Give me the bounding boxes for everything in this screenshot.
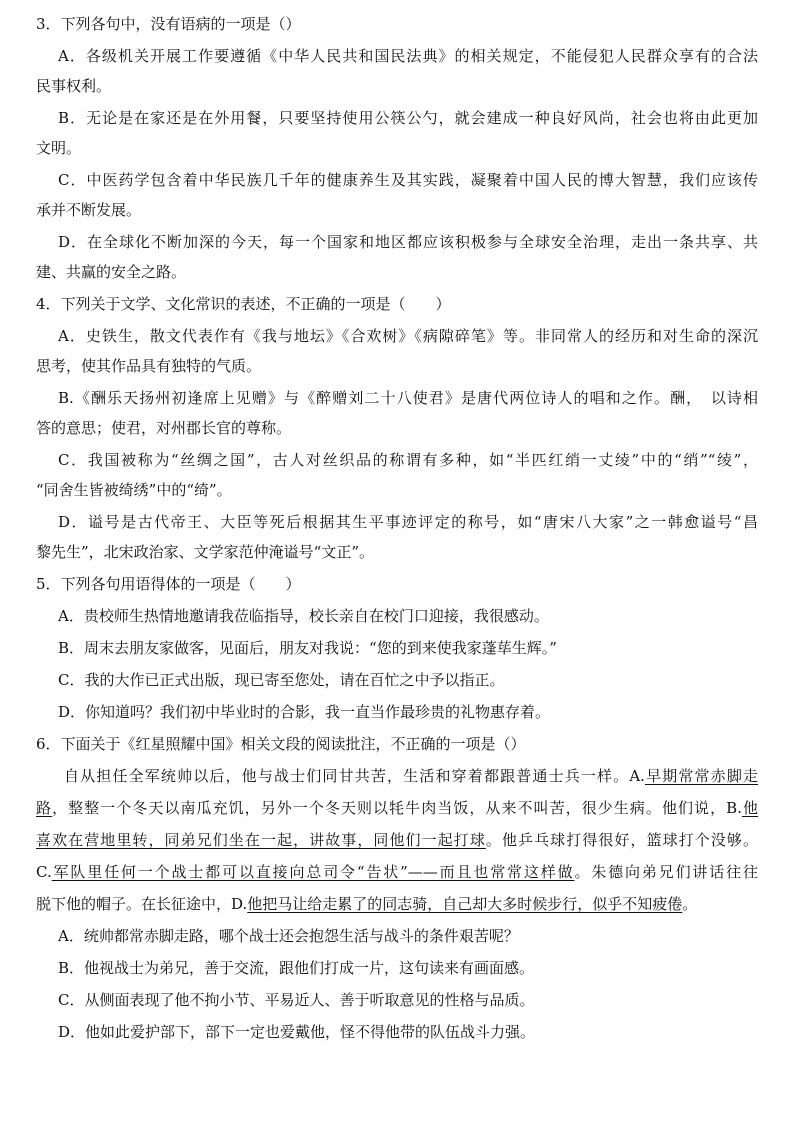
q4-option-d-line2: 黎先生”，北宋政治家、文学家范仲淹谥号“文正”。	[36, 543, 375, 561]
passage-text: ，整整一个冬天以南瓜充饥，另外一个冬天则以牦牛肉当饭，从来不叫苦，很少生病。他们说，B.	[52, 799, 742, 817]
q4-option-b-line2: 答的意思；使君，对州郡长官的尊称。	[36, 419, 292, 437]
passage-text: 。朱德向弟兄们讲话往往	[574, 863, 758, 881]
passage-text: C.	[36, 863, 52, 881]
q4-option-c-line1: C．我国被称为“丝绸之国”，古人对丝织品的称谓有多种，如“半匹红绡一丈绫”中的“绡”“绫”，	[58, 451, 758, 469]
q6-option-d: D．他如此爱护部下，部下一定也爱戴他，怪不得他带的队伍战斗力强。	[58, 1023, 536, 1041]
passage-text: 自从担任全军统帅以后，他与战士们同甘共苦，生活和穿着都跟普通士兵一样。A.	[64, 767, 645, 785]
passage-text: 。	[682, 895, 698, 913]
passage-line-5	[36, 894, 697, 914]
q4-option-d-line1: D．谥号是古代帝王、大臣等死后根据其生平事迹评定的称号，如“唐宋八大家”之一韩愈谥号“昌	[58, 513, 758, 531]
underlined-phrase-b: 他	[741, 799, 758, 817]
q6-option-a: A．统帅都常赤脚走路，哪个战士还会抱怨生活与战斗的条件艰苦呢？	[58, 927, 519, 945]
question-6-stem: 6．下面关于《红星照耀中国》相关文段的阅读批注，不正确的一项是（）	[36, 735, 526, 753]
passage-line-3	[36, 830, 758, 850]
passage-line-2	[36, 798, 758, 818]
q3-option-c-line1: C．中医药学包含着中华民族几千年的健康养生及其实践，凝聚着中国人民的博大智慧，我们应该传	[58, 171, 758, 189]
q4-option-a-line1: A．史铁生，散文代表作有《我与地坛》《合欢树》《病隙碎笔》等。非同常人的经历和对生命的深沉	[58, 327, 758, 345]
q4-option-c-line2: “同舍生皆被绮绣”中的“绮”。	[36, 481, 232, 499]
q4-option-a-line2: 思考，使其作品具有独特的气质。	[36, 357, 262, 375]
underlined-phrase-d: 他把马让给走累了的同志骑，自己却大多时候步行，似乎不知疲倦	[247, 895, 683, 913]
q3-option-c-line2: 承并不断发展。	[36, 201, 142, 219]
question-5-stem: 5．下列各句用语得体的一项是（ ）	[36, 575, 301, 593]
q5-option-a: A．贵校师生热情地邀请我莅临指导，校长亲自在校门口迎接，我很感动。	[58, 607, 549, 625]
q3-option-d-line2: 建、共赢的安全之路。	[36, 263, 187, 281]
q3-option-a-line1: A．各级机关开展工作要遵循《中华人民共和国民法典》的相关规定，不能侵犯人民群众享有的合法	[58, 47, 758, 65]
q5-option-d: D．你知道吗？我们初中毕业时的合影，我一直当作最珍贵的礼物惠存着。	[58, 703, 551, 721]
q6-option-b: B．他视战士为弟兄，善于交流，跟他们打成一片，这句读来有画面感。	[58, 959, 535, 977]
q3-option-d-line1: D．在全球化不断加深的今天，每一个国家和地区都应该积极参与全球安全治理，走出一条共享、共	[58, 233, 758, 251]
q3-option-b-line1: B．无论是在家还是在外用餐，只要坚持使用公筷公勺，就会建成一种良好风尚，社会也将由此更加	[58, 109, 758, 127]
underlined-phrase-c: 军队里任何一个战士都可以直接向总司令“告状”——而且也常常这样做	[51, 863, 575, 881]
q5-option-b: B．周末去朋友家做客，见面后，朋友对我说：“您的到来使我家蓬荜生辉。”	[58, 639, 557, 657]
passage-line-4	[36, 862, 758, 882]
q4-option-b-line1: B.《酬乐天扬州初逢席上见赠》与《醉赠刘二十八使君》是唐代两位诗人的唱和之作。酬， 以诗相	[58, 389, 758, 407]
question-3-stem: 3．下列各句中，没有语病的一项是（）	[36, 15, 301, 33]
underlined-phrase-b-cont: 喜欢在营地里转，同弟兄们坐在一起，讲故事，同他们一起打球	[36, 831, 486, 849]
q5-option-c: C．我的大作已正式出版，现已寄至您处，请在百忙之中予以指正。	[58, 671, 505, 689]
question-4-stem: 4．下列关于文学、文化常识的表述，不正确的一项是（ ）	[36, 295, 451, 313]
q3-option-a-line2: 民事权利。	[36, 77, 112, 95]
underlined-phrase-a: 早期常常赤脚走	[644, 767, 758, 785]
passage-line-1	[64, 766, 758, 786]
passage-text: 脱下他的帽子。在长征途中，D.	[36, 895, 248, 913]
q3-option-b-line2: 文明。	[36, 139, 82, 157]
q6-option-c: C．从侧面表现了他不拘小节、平易近人、善于听取意见的性格与品质。	[58, 991, 535, 1009]
passage-text: 。他乒乓球打得很好，篮球打个没够。	[485, 831, 758, 849]
underlined-phrase-a-end: 路	[36, 799, 53, 817]
